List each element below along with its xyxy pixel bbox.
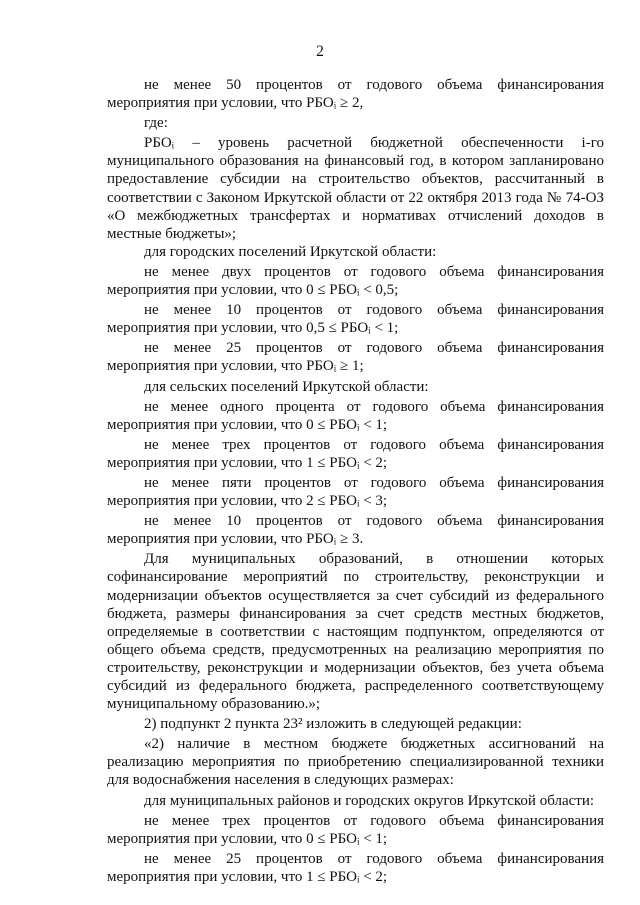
paragraph: не менее 50 процентов от годового объема финансирования мероприятия при условии, что РБОᵢ ≥ 2, — [107, 77, 604, 112]
paragraph: не менее двух процентов от годового объема финансирования мероприятия при условии, что 0 ≤ РБОᵢ < 0,5; — [107, 263, 604, 299]
paragraph: где: — [144, 115, 168, 132]
page-number: 2 — [316, 43, 324, 60]
paragraph: 2) подпункт 2 пункта 23² изложить в следующей редакции: — [144, 716, 522, 733]
paragraph: «2) наличие в местном бюджете бюджетных ассигнований на реализацию мероприятия по приобретению специализированной техники для водоснабжения населения в следующих размерах: — [107, 736, 604, 789]
paragraph: не менее 25 процентов от годового объема финансирования мероприятия при условии, что 1 ≤ РБОᵢ < 2; — [107, 850, 604, 885]
paragraph: не менее 25 процентов от годового объема финансирования мероприятия при условии, что РБОᵢ ≥ 1; — [107, 340, 604, 375]
paragraph: для городских поселений Иркутской области: — [144, 243, 437, 260]
paragraph: не менее пяти процентов от годового объема финансирования мероприятия при условии, что 2 ≤ РБОᵢ < 3; — [107, 474, 604, 510]
paragraph: не менее трех процентов от годового объема финансирования мероприятия при условии, что 0 ≤ РБОᵢ < 1; — [107, 812, 604, 847]
paragraph: не менее 10 процентов от годового объема финансирования мероприятия при условии, что 0,5 ≤ РБОᵢ < 1; — [107, 302, 604, 337]
paragraph: для сельских поселений Иркутской области: — [144, 378, 429, 395]
document-body — [107, 76, 604, 886]
paragraph: не менее одного процента от годового объема финансирования мероприятия при условии, что 0 ≤ РБОᵢ < 1; — [107, 398, 604, 433]
paragraph: не менее трех процентов от годового объема финансирования мероприятия при условии, что 1 ≤ РБОᵢ < 2; — [107, 436, 604, 471]
paragraph: РБОᵢ – уровень расчетной бюджетной обеспеченности i-го муниципального образования на финансовый год, в котором запланировано предоставление субсидии на строительство объектов, рассчитанный в соответствии с Законом Иркутской области от 22 октября 2013 года № 74-ОЗ «О межбюджетных трансфертах и нормативах отчислений доходов в местные бюджеты»; — [107, 135, 604, 242]
paragraph: не менее 10 процентов от годового объема финансирования мероприятия при условии, что РБОᵢ ≥ 3. — [107, 513, 604, 548]
paragraph: для муниципальных районов и городских округов Иркутской области: — [144, 792, 595, 809]
paragraph: Для муниципальных образований, в отношении которых софинансирование мероприятий по строительству, реконструкции и модернизации объектов осуществляется за счет субсидий из федерального бюджета, размеры финансирования за счет средств местных бюджетов, определяемые в соответствии с настоящим подпунктом, определяются от общего объема средств, предусмотренных на реализацию мероприятия по строительству, реконструкции и модернизации объектов, без учета объема субсидий из федерального бюджета, распределенного соответствующему муниципальному образованию.»; — [107, 551, 604, 713]
